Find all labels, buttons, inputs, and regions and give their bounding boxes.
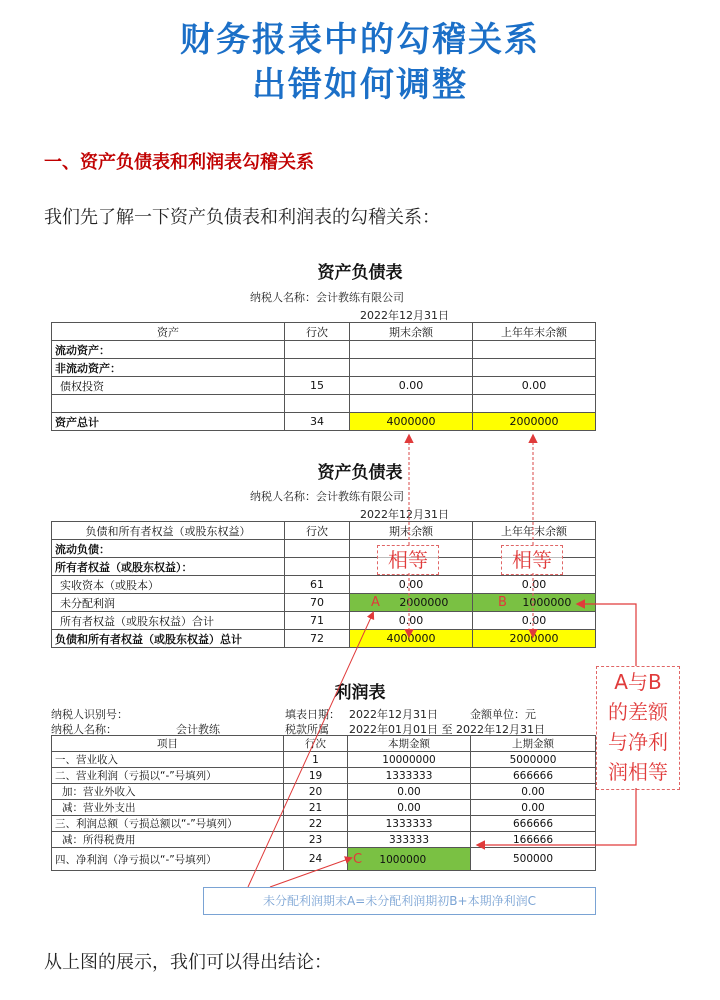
cell-value: 0.00: [348, 800, 471, 816]
cell-value: 0.00: [350, 377, 473, 395]
fill-date-label: 填表日期：: [285, 708, 340, 721]
row-label: 四、净利润（净亏损以“-”号填列）: [52, 848, 284, 871]
header-cell: 上年年末余额: [473, 522, 596, 540]
cell-value: 5000000: [471, 752, 596, 768]
cell-value: 333333: [348, 832, 471, 848]
header-cell: 负债和所有者权益（或股东权益）: [52, 522, 285, 540]
row-number: 34: [285, 413, 350, 431]
taxpayer-name-label: 纳税人名称：: [51, 723, 117, 736]
assets-total-end: 4000000: [350, 413, 473, 431]
header-cell: 期末余额: [350, 522, 473, 540]
header-cell: 资产: [52, 323, 285, 341]
equal-label-left: 相等: [377, 545, 439, 575]
formula-box: 未分配利润期末A=未分配利润期初B+本期净利润C: [203, 887, 596, 915]
period: 2022年01月01日 至 2022年12月31日: [349, 723, 545, 736]
cell-value: 1333333: [348, 816, 471, 832]
row-label: 未分配利润: [52, 594, 285, 612]
row-number: 1: [284, 752, 348, 768]
row-number: 61: [285, 576, 350, 594]
liab-taxpayer: 纳税人名称：会计教练有限公司: [250, 490, 404, 503]
cell-value: 0.00: [471, 800, 596, 816]
assets-taxpayer: 纳税人名称：会计教练有限公司: [250, 291, 404, 304]
row-number: 15: [285, 377, 350, 395]
cell-value: 166666: [471, 832, 596, 848]
assets-table-title: 资产负债表: [317, 263, 403, 283]
header-cell: 行次: [284, 736, 348, 752]
cell-value: 0.00: [473, 612, 596, 630]
label-a: A: [371, 595, 380, 610]
row-label: 一、营业收入: [52, 752, 284, 768]
note-line: 的差额: [608, 700, 668, 724]
header-cell: 上年年末余额: [473, 323, 596, 341]
taxpayer-id-label: 纳税人识别号：: [51, 708, 128, 721]
note-arrow-to-b: [578, 604, 636, 666]
cell-value: 0.00: [348, 784, 471, 800]
cell-value: 0.00: [471, 784, 596, 800]
liab-date: 2022年12月31日: [360, 508, 449, 521]
title-line-2: 出错如何调整: [252, 65, 468, 105]
row-number: 70: [285, 594, 350, 612]
header-cell: 上期金额: [471, 736, 596, 752]
income-table-title: 利润表: [334, 683, 386, 703]
cell-value: 1000000: [379, 853, 427, 866]
cell-value: 1000000: [522, 596, 572, 609]
cell-value: 666666: [471, 816, 596, 832]
row-number: 24: [284, 848, 348, 871]
label-c: C: [353, 851, 363, 867]
row-number: 72: [285, 630, 350, 648]
cell-value: 666666: [471, 768, 596, 784]
row-label: 减：营业外支出: [52, 800, 284, 816]
liab-table-title: 资产负债表: [317, 463, 403, 483]
header-cell: 本期金额: [348, 736, 471, 752]
equal-label-right: 相等: [501, 545, 563, 575]
row-label: 负债和所有者权益（或股东权益）总计: [52, 630, 285, 648]
row-label: 资产总计: [52, 413, 285, 431]
row-label: 二、营业利润（亏损以“-”号填列）: [52, 768, 284, 784]
unit-label: 金额单位：元: [470, 708, 536, 721]
header-cell: 行次: [285, 522, 350, 540]
assets-total-begin: 2000000: [473, 413, 596, 431]
row-label: 实收资本（或股本）: [52, 576, 285, 594]
row-number: 22: [284, 816, 348, 832]
cell-value: 0.00: [473, 576, 596, 594]
row-number: 20: [284, 784, 348, 800]
row-number: 21: [284, 800, 348, 816]
title-line-1: 财务报表中的勾稽关系: [180, 20, 540, 60]
note-arrow-to-c: [478, 788, 636, 845]
taxpayer-name: 会计教练: [176, 723, 220, 736]
cell-value: 10000000: [348, 752, 471, 768]
cell-value: 0.00: [350, 612, 473, 630]
note-line: 与净利: [608, 730, 668, 754]
cell-value: 500000: [471, 848, 596, 871]
note-line: A与B: [614, 670, 662, 694]
row-label: 所有者权益（或股东权益）：: [52, 558, 285, 576]
formula-arrow-to-c: [270, 858, 351, 887]
row-number: 19: [284, 768, 348, 784]
header-cell: 项目: [52, 736, 284, 752]
intro-text: 我们先了解一下资产负债表和利润表的勾稽关系：: [44, 207, 440, 228]
row-number: 71: [285, 612, 350, 630]
row-label: 三、利润总额（亏损总额以“-”号填列）: [52, 816, 284, 832]
note-line: 润相等: [608, 760, 668, 784]
header-cell: 行次: [285, 323, 350, 341]
row-label: 所有者权益（或股东权益）合计: [52, 612, 285, 630]
assets-date: 2022年12月31日: [360, 309, 449, 322]
cell-value: 2000000: [399, 596, 449, 609]
cell-value: 0.00: [350, 576, 473, 594]
fill-date: 2022年12月31日: [349, 708, 438, 721]
row-label: 加：营业外收入: [52, 784, 284, 800]
row-label: 减：所得税费用: [52, 832, 284, 848]
liab-total-end: 4000000: [350, 630, 473, 648]
section-heading: 一、资产负债表和利润表勾稽关系: [44, 152, 314, 173]
cell-value: 1333333: [348, 768, 471, 784]
row-number: 23: [284, 832, 348, 848]
period-label: 税款所属: [285, 723, 329, 736]
formula-arrow-to-a: [248, 613, 373, 887]
row-label: 非流动资产：: [52, 359, 285, 377]
row-label: 债权投资: [52, 377, 285, 395]
label-b: B: [498, 595, 507, 610]
conclusion-text: 从上图的展示，我们可以得出结论：: [44, 952, 332, 973]
header-cell: 期末余额: [350, 323, 473, 341]
liab-total-begin: 2000000: [473, 630, 596, 648]
row-label: 流动资产：: [52, 341, 285, 359]
row-label: 流动负债：: [52, 540, 285, 558]
cell-value: 0.00: [473, 377, 596, 395]
